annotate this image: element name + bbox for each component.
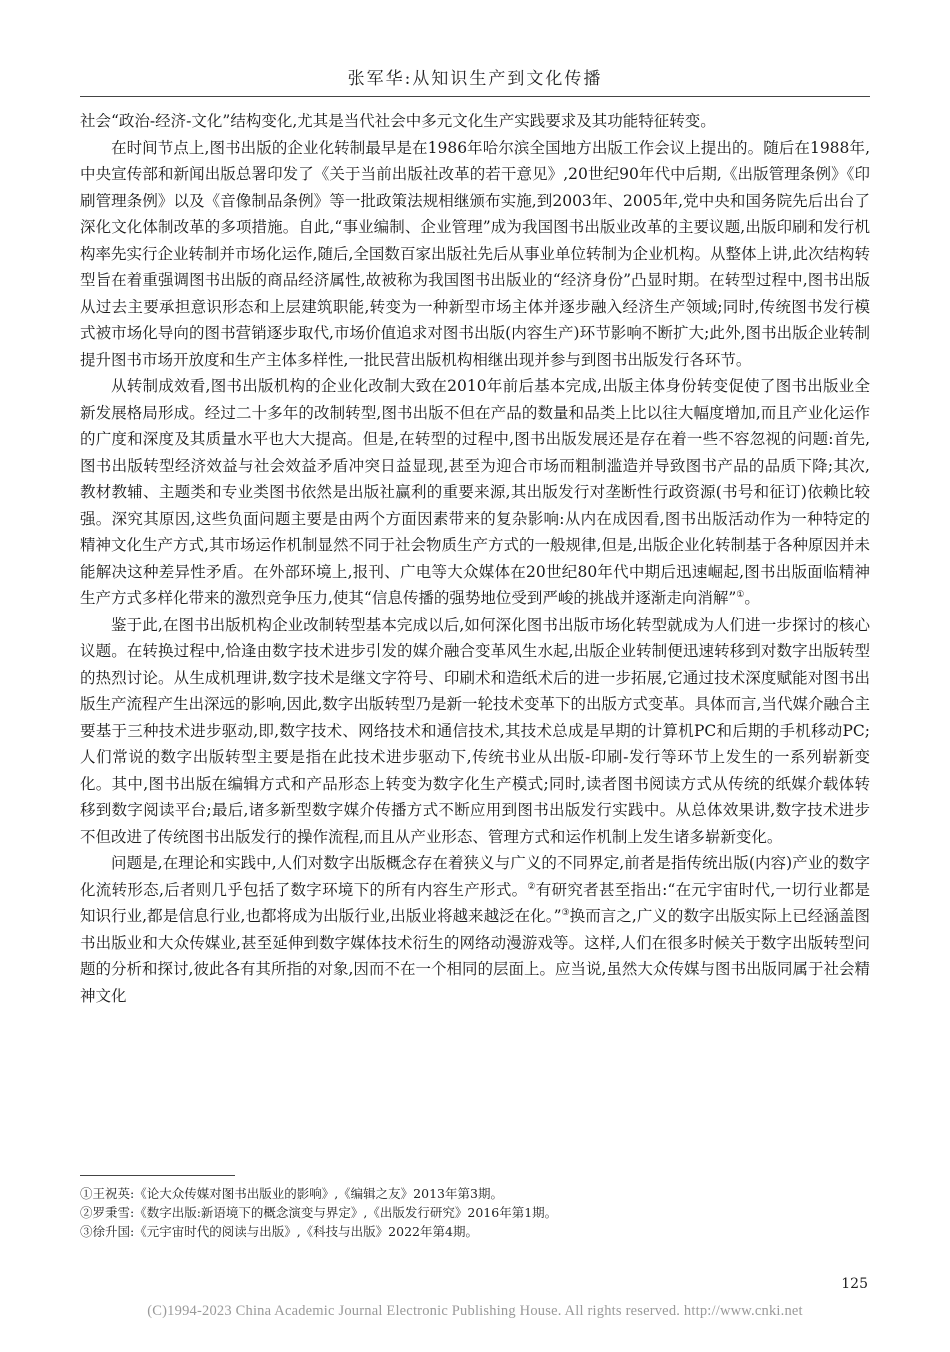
article-body (80, 108, 870, 1009)
footnote-2: ②罗秉雪:《数字出版:新语境下的概念演变与界定》,《出版发行研究》2016年第1期。 (80, 1205, 558, 1220)
footnote-1: ①王祝英:《论大众传媒对图书出版业的影响》,《编辑之友》2013年第3期。 (80, 1186, 503, 1201)
header-rule (80, 96, 870, 97)
running-header: 张军华:从知识生产到文化传播 (347, 69, 603, 89)
footnote-mark: ② (527, 881, 536, 892)
paragraph: 问题是,在理论和实践中,人们对数字出版概念存在着狭义与广义的不同界定,前者是指传统出版(内容)产业的数字化流转形态,后者则几乎包括了数字环境下的所有内容生产形式。②有研究者甚至指出:“在元宇宙时代,一切行业都是知识行业,都是信息行业,也都将成为出版行业,出版业将越来越泛在化。”③换而言之,广义的数字出版实际上已经涵盖图书出版业和大众传媒业,甚至延伸到数字媒体技术衍生的网络动漫游戏等。这样,人们在很多时候关于数字出版转型问题的分析和探讨,彼此各有其所指的对象,因而不在一个相同的层面上。应当说,虽然大众传媒与图书出版同属于社会精神文化 (80, 854, 870, 1005)
footnote-3: ③徐升国:《元宇宙时代的阅读与出版》,《科技与出版》2022年第4期。 (80, 1224, 478, 1239)
footnote-mark: ③ (561, 907, 570, 918)
footnotes (80, 1184, 870, 1241)
footnote-mark: ① (736, 589, 745, 600)
paragraph: 从转制成效看,图书出版机构的企业化改制大致在2010年前后基本完成,出版主体身份转变促使了图书出版业全新发展格局形成。经过二十多年的改制转型,图书出版不但在产品的数量和品类上比以往大幅度增加,而且产业化运作的广度和深度及其质量水平也大大提高。但是,在转型的过程中,图书出版发展还是存在着一些不容忽视的问题:首先,图书出版转型经济效益与社会效益矛盾冲突日益显现,甚至为迎合市场而粗制滥造并导致图书产品的品质下降;其次,教材教辅、主题类和专业类图书依然是出版社赢利的重要来源,其出版发行对垄断性行政资源(书号和征订)依赖比较强。深究其原因,这些负面问题主要是由两个方面因素带来的复杂影响:从内在成因看,图书出版活动作为一种特定的精神文化生产方式,其市场运作机制显然不同于社会物质生产方式的一般规律,但是,出版企业化转制基于各种原因并未能解决这种差异性矛盾。在外部环境上,报刊、广电等大众媒体在20世纪80年代中期后迅速崛起,图书出版面临精神生产方式多样化带来的激烈竞争压力,使其“信息传播的强势地位受到严峻的挑战并逐渐走向消解”①。 (80, 377, 870, 607)
footnote-rule (80, 1175, 235, 1176)
paragraph: 社会“政治-经济-文化”结构变化,尤其是当代社会中多元文化生产实践要求及其功能特征转变。 (80, 112, 716, 130)
paragraph: 鉴于此,在图书出版机构企业改制转型基本完成以后,如何深化图书出版市场化转型就成为人们进一步探讨的核心议题。在转换过程中,恰逢由数字技术进步引发的媒介融合变革风生水起,出版企业转制便迅速转移到对数字出版转型的热烈讨论。从生成机理讲,数字技术是继文字符号、印刷术和造纸术后的进一步拓展,它通过技术深度赋能对图书出版生产流程产生出深远的影响,因此,数字出版转型乃是新一轮技术变革下的出版方式变革。具体而言,当代媒介融合主要基于三种技术进步驱动,即,数字技术、网络技术和通信技术,其技术总成是早期的计算机PC和后期的手机移动PC;人们常说的数字出版转型主要是指在此技术进步驱动下,传统书业从出版-印刷-发行等环节上发生的一系列崭新变化。其中,图书出版在编辑方式和产品形态上转变为数字化生产模式;同时,读者图书阅读方式从传统的纸媒介载体转移到数字阅读平台;最后,诸多新型数字媒介传播方式不断应用到图书出版发行实践中。从总体效果讲,数字技术进步不但改进了传统图书出版发行的操作流程,而且从产业形态、管理方式和运作机制上发生诸多崭新变化。 (80, 615, 870, 846)
paragraph: 在时间节点上,图书出版的企业化转制最早是在1986年哈尔滨全国地方出版工作会议上提出的。随后在1988年,中央宣传部和新闻出版总署印发了《关于当前出版社改革的若干意见》,20世纪90年代中后期,《出版管理条例》《印刷管理条例》以及《音像制品条例》等一批政策法规相继颁布实施,到2003年、2005年,党中央和国务院先后出台了深化文化体制改革的多项措施。自此,“事业编制、企业管理”成为我国图书出版业改革的主要议题,出版印刷和发行机构率先实行企业转制并市场化运作,随后,全国数百家出版社先后从事业单位转制为企业机构。从整体上讲,此次结构转型旨在着重强调图书出版的商品经济属性,故被称为我国图书出版业的“经济身份”凸显时期。在转型过程中,图书出版从过去主要承担意识形态和上层建筑职能,转变为一种新型市场主体并逐步融入经济生产领域;同时,传统图书发行模式被市场化导向的图书营销逐步取代,市场价值追求对图书出版(内容生产)环节影响不断扩大;此外,图书出版企业转制提升图书市场开放度和生产主体多样性,一批民营出版机构相继出现并参与到图书出版发行各环节。 (80, 138, 870, 369)
page-number: 125 (841, 1276, 868, 1292)
copyright-notice: (C)1994-2023 China Academic Journal Electronic Publishing House. All rights reserved. http://www.cnki.net (147, 1303, 803, 1319)
